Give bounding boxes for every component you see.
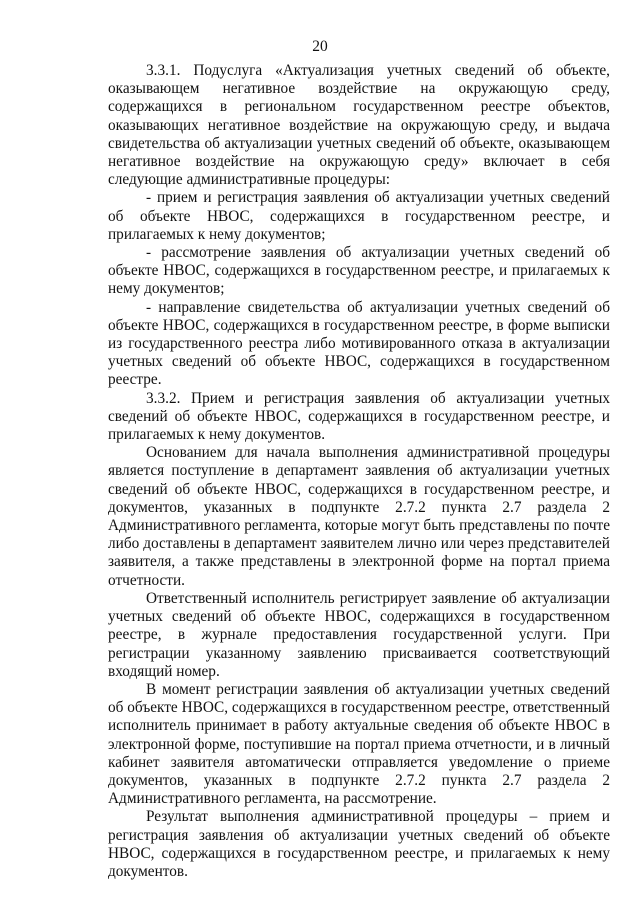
list-item-review: - рассмотрение заявления об актуализации учетных сведений об объекте НВОС, содержащихся в государственном реестре, и прилагаемых к нему документов;	[108, 244, 610, 298]
list-item-certificate: - направление свидетельства об актуализации учетных сведений об объекте НВОС, содержащихся в государственном реестре, в форме выписки из государственного реестра либо мотивированного отказа в актуализации учетных сведений об объекте НВОС, содержащихся в государственном реестре.	[108, 298, 610, 389]
page-number: 20	[312, 38, 328, 55]
paragraph-result: Результат выполнения административной процедуры – прием и регистрация заявления об актуализации учетных сведений об объекте НВОС, содержащихся в государственном реестре, и прилагаемых к нему документов.	[108, 808, 610, 880]
document-body	[108, 62, 610, 881]
paragraph-basis: Основанием для начала выполнения административной процедуры является поступление в департамент заявления об актуализации учетных сведений об объекте НВОС, содержащихся в государственном реестре, и документов, указанных в подпункте 2.7.2 пункта 2.7 раздела 2 Административного регламента, которые могут быть представлены по почте либо доставлены в департамент заявителем лично или через представителей заявителя, а также представлены в электронной форме на портал приема отчетности.	[108, 444, 610, 589]
paragraph-3-3-2: 3.3.2. Прием и регистрация заявления об актуализации учетных сведений об объекте НВОС, содержащихся в государственном реестре, и прилагаемых к нему документов.	[108, 389, 610, 444]
paragraph-3-3-1: 3.3.1. Подуслуга «Актуализация учетных сведений об объекте, оказывающем негативное воздействие на окружающую среду, содержащихся в региональном государственном реестре объектов, оказывающих негативное воздействие на окружающую среду, и выдача свидетельства об актуализации учетных сведений об объекте, оказывающем негативное воздействие на окружающую среду» включает в себя следующие административные процедуры:	[108, 62, 610, 189]
list-item-reception: - прием и регистрация заявления об актуализации учетных сведений об объекте НВОС, содержащихся в государственном реестре, и прилагаемых к нему документов;	[108, 189, 610, 243]
paragraph-registration: Ответственный исполнитель регистрирует заявление об актуализации учетных сведений об объекте НВОС, содержащихся в государственном реестре, в журнале предоставления государственной услуги. При регистрации указанному заявлению присваивается соответствующий входящий номер.	[108, 589, 610, 680]
paragraph-moment-of-registration: В момент регистрации заявления об актуализации учетных сведений об объекте НВОС, содержащихся в государственном реестре, ответственный исполнитель принимает в работу актуальные сведения об объекте НВОС в электронной форме, поступившие на портал приема отчетности, и в личный кабинет заявителя автоматически отправляется уведомление о приеме документов, указанных в подпункте 2.7.2 пункта 2.7 раздела 2 Административного регламента, на рассмотрение.	[108, 680, 610, 808]
